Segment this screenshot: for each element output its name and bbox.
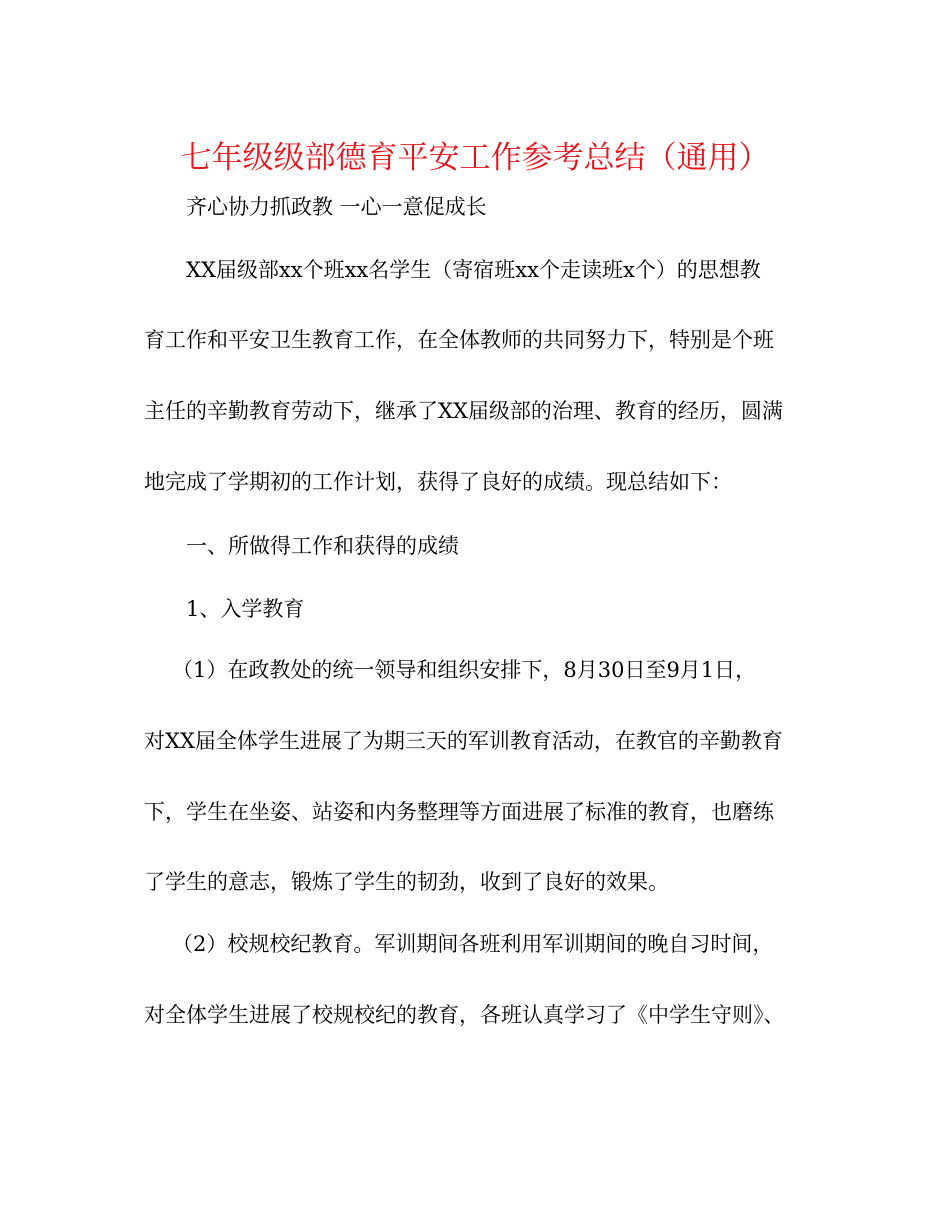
paragraph-1-line-1: XX届级部xx个班xx名学生（寄宿班xx个走读班x个）的思想教 <box>186 258 761 282</box>
paragraph-3-line-2: 对全体学生进展了校规校纪的教育，各班认真学习了《中学生守则》、 <box>144 1003 785 1027</box>
paragraph-2-line-3: 下，学生在坐姿、站姿和内务整理等方面进展了标准的教育，也磨练 <box>144 800 774 824</box>
document-subtitle: 齐心协力抓政教 一心一意促成长 <box>186 195 487 219</box>
subsection-1-heading: 1、入学教育 <box>186 597 305 621</box>
document-title: 七年级级部德育平安工作参考总结（通用） <box>180 140 770 176</box>
paragraph-3-line-1: （2）校规校纪教育。军训期间各班利用军训期间的晚自习时间， <box>172 932 774 956</box>
paragraph-2-line-4: 了学生的意志，锻炼了学生的韧劲，收到了良好的效果。 <box>144 870 669 894</box>
paragraph-1-line-3: 主任的辛勤教育劳动下，继承了XX届级部的治理、教育的经历，圆满 <box>144 399 783 423</box>
paragraph-1-line-2: 育工作和平安卫生教育工作，在全体教师的共同努力下，特别是个班 <box>144 328 774 352</box>
paragraph-2-line-2: 对XX届全体学生进展了为期三天的军训教育活动，在教官的辛勤教育 <box>144 729 783 753</box>
paragraph-2-line-1: （1）在政教处的统一领导和组织安排下，8月30日至9月1日， <box>172 658 757 682</box>
paragraph-1-line-4: 地完成了学期初的工作计划，获得了良好的成绩。现总结如下： <box>144 470 732 494</box>
section-1-heading: 一、所做得工作和获得的成绩 <box>186 534 459 558</box>
